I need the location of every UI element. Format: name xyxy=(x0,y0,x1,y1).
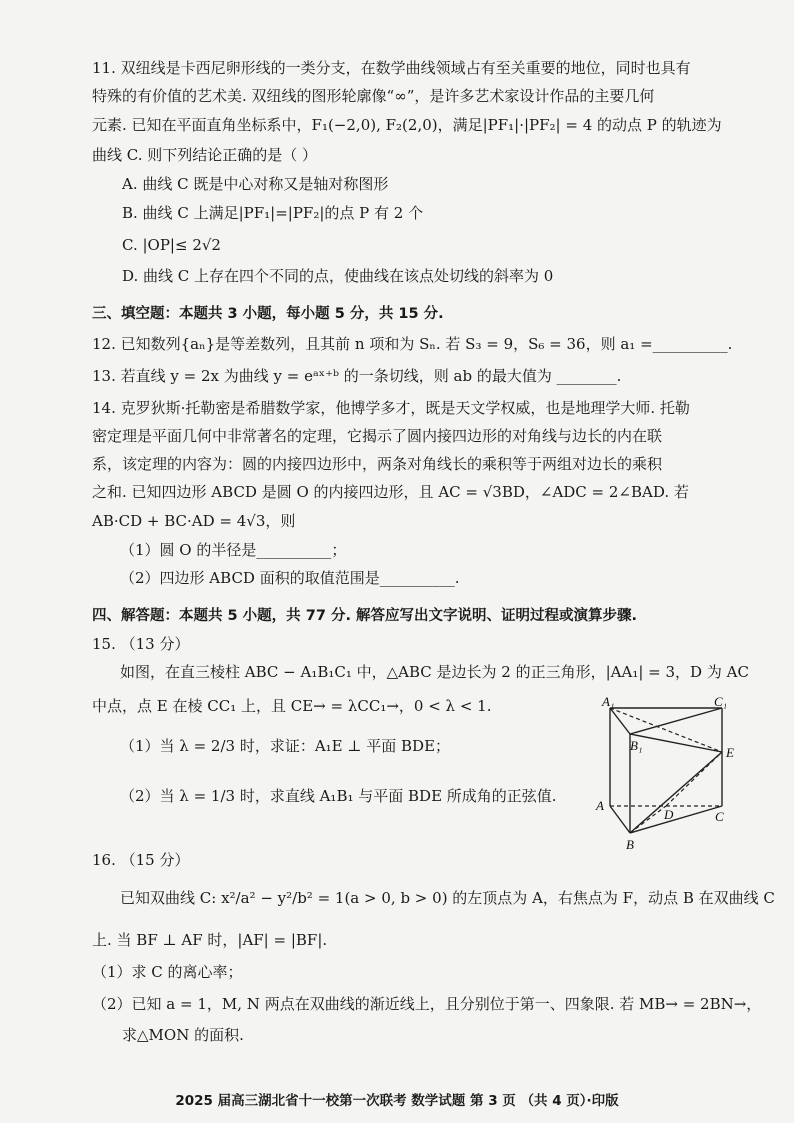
q12: 12. 已知数列{aₙ}是等差数列，且其前 n 项和为 Sₙ. 若 S₃ = 9，S₆ = 36，则 a₁ =__________. xyxy=(92,335,733,353)
q11-option-d: D. 曲线 C 上存在四个不同的点，使曲线在该点处切线的斜率为 0 xyxy=(122,267,554,285)
q16-line-1: 已知双曲线 C: x²/a² − y²/b² = 1(a > 0, b > 0) 的左顶点为 A，右焦点为 F，动点 B 在双曲线 C xyxy=(120,889,775,907)
q16-part-2-cont: 求△MON 的面积. xyxy=(122,1026,244,1044)
label-a1: A₁ xyxy=(602,696,615,709)
segment-be xyxy=(630,752,722,833)
q14-line-1: 14. 克罗狄斯·托勒密是希腊数学家，他博学多才，既是天文学权威，也是地理学大师. 托勒 xyxy=(92,399,690,417)
segment-de-hidden xyxy=(666,752,722,806)
q14-part-1: （1）圆 O 的半径是__________； xyxy=(120,541,347,559)
section-4-heading: 四、解答题：本题共 5 小题，共 77 分. 解答应写出文字说明、证明过程或演算步骤. xyxy=(92,608,638,624)
q15-heading: 15. （13 分） xyxy=(92,635,190,653)
q14-line-2: 密定理是平面几何中非常著名的定理，它揭示了圆内接四边形的对角线与边长的内在联 xyxy=(92,427,663,445)
q11-line-1: 11. 双纽线是卡西尼卵形线的一类分支，在数学曲线领域占有至关重要的地位，同时也具有 xyxy=(92,59,691,77)
q16-heading: 16. （15 分） xyxy=(92,851,190,869)
label-b1: B₁ xyxy=(630,738,643,753)
section-3-heading: 三、填空题：本题共 3 小题，每小题 5 分，共 15 分. xyxy=(92,306,444,322)
q15-part-1: （1）当 λ = 2/3 时，求证：A₁E ⊥ 平面 BDE； xyxy=(120,737,451,755)
q11-option-a: A. 曲线 C 既是中心对称又是轴对称图形 xyxy=(122,175,389,193)
q11-line-2: 特殊的有价值的艺术美. 双纽线的图形轮廓像“∞”，是许多艺术家设计作品的主要几何 xyxy=(92,87,655,105)
q11-option-c: C. |OP|≤ 2√2 xyxy=(122,236,221,254)
label-e: E xyxy=(726,745,734,760)
q15-part-2: （2）当 λ = 1/3 时，求直线 A₁B₁ 与平面 BDE 所成角的正弦值. xyxy=(120,787,557,805)
label-c1: C₁ xyxy=(714,696,728,709)
q16-part-2: （2）已知 a = 1，M, N 两点在双曲线的渐近线上，且分别位于第一、四象限. 若 MB→ = 2BN→， xyxy=(92,995,762,1013)
edge-ab xyxy=(610,806,630,833)
q11-line-3: 元素. 已知在平面直角坐标系中，F₁(−2,0), F₂(2,0)，满足|PF₁|·|PF₂| = 4 的动点 P 的轨迹为 xyxy=(92,116,722,134)
q13: 13. 若直线 y = 2x 为曲线 y = eᵃˣ⁺ᵇ 的一条切线，则 ab 的最大值为 ________. xyxy=(92,367,622,385)
segment-b1e xyxy=(630,734,722,752)
q11-option-b: B. 曲线 C 上满足|PF₁|=|PF₂|的点 P 有 2 个 xyxy=(122,204,424,222)
label-b: B xyxy=(626,837,634,852)
q16-part-1: （1）求 C 的离心率； xyxy=(92,963,243,981)
label-c: C xyxy=(715,809,724,824)
q15-line-1: 如图，在直三棱柱 ABC − A₁B₁C₁ 中，△ABC 是边长为 2 的正三角形，|AA₁| = 3，D 为 AC xyxy=(120,663,749,681)
prism-figure xyxy=(590,696,750,854)
page-footer: 2025 届高三湖北省十一校第一次联考 数学试题 第 3 页 （共 4 页）·印版 xyxy=(175,1093,619,1109)
q16-line-2: 上. 当 BF ⊥ AF 时，|AF| = |BF|. xyxy=(92,931,328,949)
q14-line-4: 之和. 已知四边形 ABCD 是圆 O 的内接四边形，且 AC = √3BD，∠ADC = 2∠BAD. 若 xyxy=(92,483,689,501)
q14-line-5: AB·CD + BC·AD = 4√3，则 xyxy=(92,512,296,530)
q14-part-2: （2）四边形 ABCD 面积的取值范围是__________. xyxy=(120,569,460,587)
edge-bc xyxy=(630,806,722,833)
q14-line-3: 系，该定理的内容为：圆的内接四边形中，两条对角线长的乘积等于两组对边长的乘积 xyxy=(92,455,663,473)
label-a: A xyxy=(596,798,604,813)
label-d: D xyxy=(664,807,674,822)
q15-line-2: 中点，点 E 在棱 CC₁ 上，且 CE→ = λCC₁→，0 < λ < 1. xyxy=(92,697,492,715)
q11-line-4: 曲线 C. 则下列结论正确的是（ ） xyxy=(92,146,318,164)
